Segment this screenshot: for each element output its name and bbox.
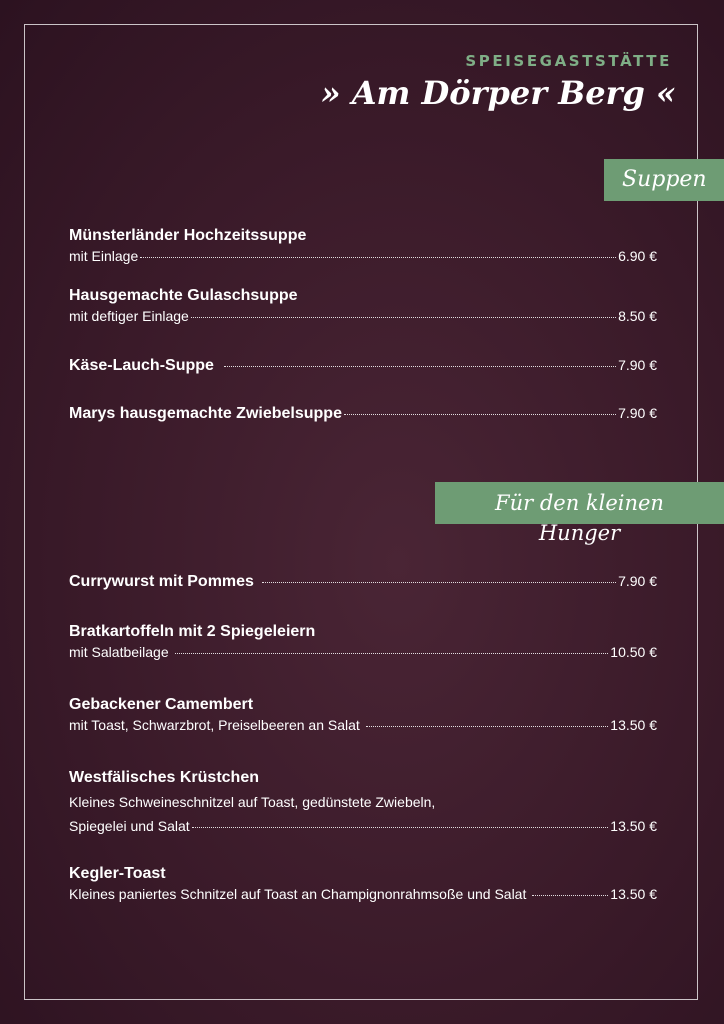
menu-item bbox=[69, 226, 657, 266]
menu-item-name: Gebackener Camembert bbox=[69, 696, 254, 713]
menu-item-name: Käse-Lauch-Suppe bbox=[69, 357, 214, 374]
menu-item bbox=[69, 571, 657, 592]
menu-item bbox=[69, 286, 657, 326]
menu-item-name: Bratkartoffeln mit 2 Spiegeleiern bbox=[69, 623, 316, 640]
menu-item-price: 7.90 € bbox=[618, 405, 657, 421]
menu-item-description: Kleines Schweineschnitzel auf Toast, gedünstete Zwiebeln, bbox=[69, 794, 436, 810]
menu-item-name: Hausgemachte Gulaschsuppe bbox=[69, 287, 298, 304]
menu-item-price: 13.50 € bbox=[610, 717, 657, 733]
menu-item bbox=[69, 695, 657, 735]
restaurant-name: » Am Dörper Berg « bbox=[320, 74, 676, 112]
menu-item-price: 8.50 € bbox=[618, 308, 657, 324]
dot-leader bbox=[532, 895, 608, 896]
dot-leader bbox=[262, 582, 616, 583]
menu-item bbox=[69, 864, 657, 904]
dot-leader bbox=[366, 726, 609, 727]
menu-item-description: mit Salatbeilage bbox=[69, 644, 169, 660]
dot-leader bbox=[344, 414, 616, 415]
menu-item-description: Spiegelei und Salat bbox=[69, 818, 190, 834]
menu-item-price: 10.50 € bbox=[610, 644, 657, 660]
menu-item bbox=[69, 403, 657, 424]
section-title-kleiner-hunger: Für den kleinen Hunger bbox=[435, 482, 724, 524]
menu-item bbox=[69, 355, 657, 376]
dot-leader bbox=[192, 827, 609, 828]
menu-item-price: 13.50 € bbox=[610, 886, 657, 902]
menu-item bbox=[69, 768, 657, 836]
restaurant-brand bbox=[320, 52, 676, 112]
menu-item-name: Kegler-Toast bbox=[69, 865, 166, 882]
dot-leader bbox=[224, 366, 616, 367]
dot-leader bbox=[140, 257, 616, 258]
section-title-suppen: Suppen bbox=[604, 159, 724, 201]
menu-item-name: Currywurst mit Pommes bbox=[69, 573, 254, 590]
menu-item-description: mit Einlage bbox=[69, 248, 139, 264]
menu-item-name: Münsterländer Hochzeitssuppe bbox=[69, 227, 307, 244]
menu-item bbox=[69, 622, 657, 662]
dot-leader bbox=[191, 317, 616, 318]
menu-item-name: Marys hausgemachte Zwiebelsuppe bbox=[69, 405, 342, 422]
menu-item-price: 7.90 € bbox=[618, 357, 657, 373]
menu-item-price: 6.90 € bbox=[618, 248, 657, 264]
dot-leader bbox=[175, 653, 609, 654]
menu-item-description: Kleines paniertes Schnitzel auf Toast an Champignonrahmsoße und Salat bbox=[69, 886, 527, 902]
menu-item-price: 7.90 € bbox=[618, 573, 657, 589]
menu-item-price: 13.50 € bbox=[610, 818, 657, 834]
menu-item-description: mit deftiger Einlage bbox=[69, 308, 189, 324]
restaurant-subtitle: SPEISEGASTSTÄTTE bbox=[465, 52, 672, 70]
menu-item-name: Westfälisches Krüstchen bbox=[69, 769, 259, 786]
menu-item-description: mit Toast, Schwarzbrot, Preiselbeeren an Salat bbox=[69, 717, 360, 733]
